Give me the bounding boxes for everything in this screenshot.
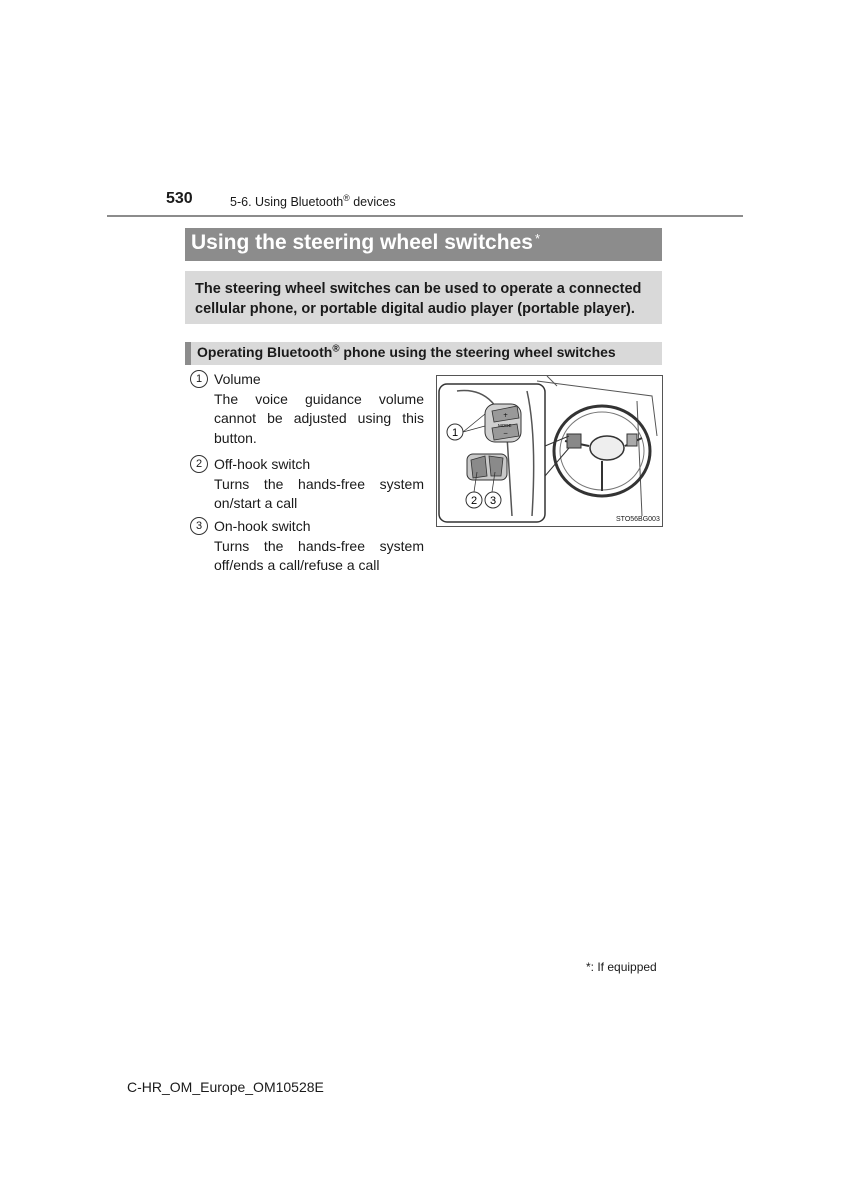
callout-number: 3 (190, 517, 208, 535)
item-description: The voice guidance volume cannot be adjusted using this button. (214, 390, 424, 446)
section-label-suffix: devices (349, 195, 396, 209)
registered-mark: ® (343, 192, 350, 203)
sub-heading-post: phone using the steering wheel switches (339, 344, 616, 360)
item-description: Turns the hands-free system on/start a call (214, 475, 424, 511)
sub-heading (185, 342, 662, 365)
callout-1: 1 (452, 427, 459, 439)
item-title: Off-hook switch (214, 456, 311, 472)
callout-2: 2 (471, 495, 478, 507)
svg-text:−: − (503, 430, 509, 437)
steering-wheel-drawing (437, 376, 662, 526)
mode-button-label: MODE (498, 423, 512, 428)
footnote (586, 960, 657, 974)
asterisk-mark: * (534, 231, 540, 246)
header-rule (107, 215, 743, 217)
list-item (190, 455, 424, 515)
page-title-text: Using the steering wheel switches (191, 231, 533, 254)
steering-wheel-illustration (436, 375, 663, 527)
footnote-text: : If equipped (590, 960, 657, 974)
section-label (230, 192, 396, 209)
item-title: On-hook switch (214, 518, 311, 534)
phone-switch-cluster (467, 454, 507, 480)
sub-heading-pre: Operating Bluetooth (197, 344, 333, 360)
registered-mark: ® (332, 343, 340, 355)
item-description: Turns the hands-free system off/ends a call/refuse a call (214, 537, 424, 573)
callout-3: 3 (490, 495, 497, 507)
svg-text:+: + (503, 412, 509, 419)
callout-number: 2 (190, 455, 208, 473)
steering-wheel-hub (590, 436, 624, 460)
intro-box: The steering wheel switches can be used to operate a connected cellular phone, or portable digital audio player (portable player). (185, 271, 662, 324)
callout-number: 1 (190, 370, 208, 388)
page-number: 530 (166, 190, 193, 207)
item-title: Volume (214, 371, 261, 387)
footnote-mark: * (586, 960, 591, 974)
section-label-text: 5-6. Using Bluetooth (230, 195, 344, 209)
figure-code: STO56BG003 (616, 516, 660, 523)
list-item (190, 370, 424, 450)
page-title (185, 228, 662, 261)
list-item (190, 517, 424, 577)
volume-switch-cluster (485, 404, 521, 442)
document-code: C-HR_OM_Europe_OM10528E (127, 1079, 324, 1095)
